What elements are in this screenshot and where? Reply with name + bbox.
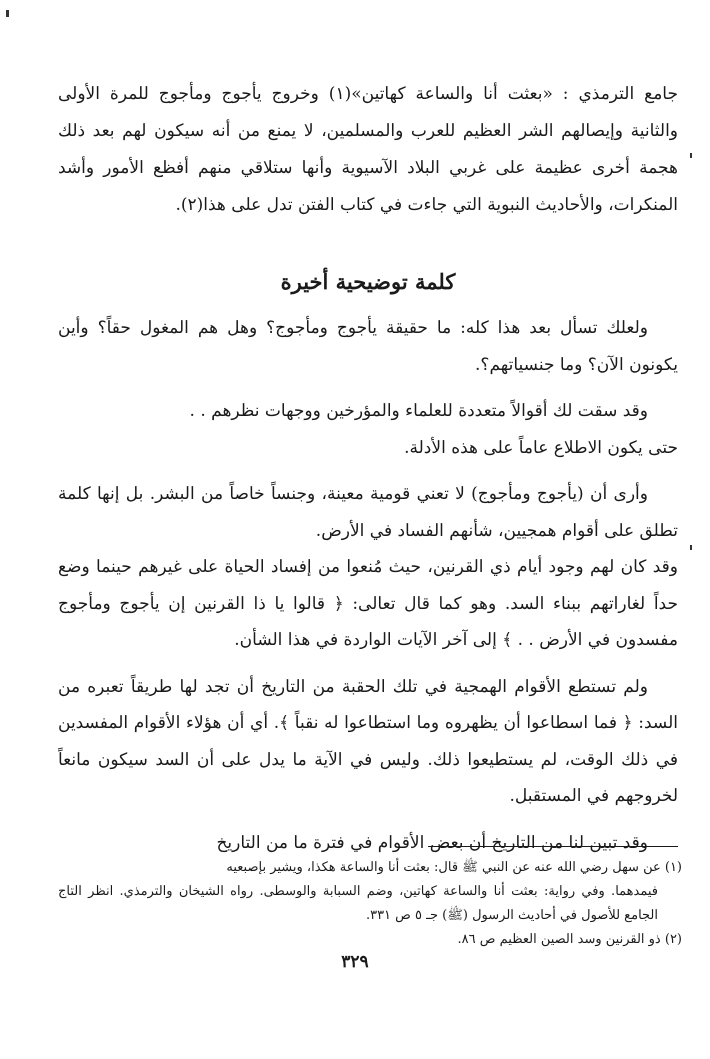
paragraph-history: وقد تبين لنا من التاريخ أن بعض الأقوام في فترة ما من التاريخ	[216, 832, 648, 853]
paragraph-barrier: ولم تستطع الأقوام الهمجية في تلك الحقبة من التاريخ أن تجد لها طريقاً تعبره من السد: ﴿ فما اسطاعوا أن يظهروه وما استطاعوا له نقباً ﴾. أي أن هؤلاء الأقوام المفسدين في ذلك الوقت، لم يستطيعوا ذلك. وليس في الآية ما يدل على أن السد سيكون مانعاً لخروجهم في المستقبل.	[58, 676, 678, 806]
paragraph-view: وأرى أن (يأجوج ومأجوج) لا تعني قومية معينة، وجنساً خاصاً من البشر. بل إنها كلمة تطلق على أقوام همجيين، شأنهم الفساد في الأرض.	[58, 484, 678, 541]
intro-paragraph: جامع الترمذي : «بعثت أنا والساعة كهاتين»(١) وخروج يأجوج ومأجوج للمرة الأولى والثانية وإيصالهم الشر العظيم للعرب والمسلمين، لا يمنع من أنه سيكون لهم بعد ذلك هجمة أخرى عظيمة على غربي البلاد الآسيوية وأنها ستلاقي منهم أفظع الأمور وأشد المنكرات، والأحاديث النبوية التي جاءت في كتاب الفتن تدل على هذا(٢).	[58, 84, 678, 215]
scan-artifact-mark	[690, 153, 692, 158]
page-number: ٣٢٩	[341, 952, 369, 972]
body-section	[58, 310, 678, 871]
footnote-1-continued: فيمدهما. وفي رواية: بعثت أنا والساعة كهاتين، وضم السبابة والوسطى. رواه الشيخان والترمذي. انظر التاج الجامع للأصول في أحاديث الرسول (ﷺ) جـ ٥ ص ٣٣١.	[58, 884, 658, 923]
footnotes	[58, 856, 682, 952]
footnote-1: (١) عن سهل رضي الله عنه عن النبي ﷺ قال: بعثت أنا والساعة هكذا، ويشير بإصبعيه	[226, 860, 682, 875]
paragraph-dhul-qarnayn: وقد كان لهم وجود أيام ذي القرنين، حيث مُنعوا من إفساد الحياة على غيرهم حينما وضع حداً لغاراتهم ببناء السد. وهو كما قال تعالى: ﴿ قالوا يا ذا القرنين إن يأجوج ومأجوج مفسدون في الأرض . . ﴾ إلى آخر الآيات الواردة في هذا الشأن.	[58, 557, 678, 650]
paragraph-question: ولعلك تسأل بعد هذا كله: ما حقيقة يأجوج ومأجوج؟ وهل هم المغول حقاً؟ وأين يكونون الآن؟ وما جنسياتهم؟.	[58, 318, 678, 375]
scan-artifact-mark	[690, 545, 692, 550]
paragraph-opinions: وقد سقت لك أقوالاً متعددة للعلماء والمؤرخين ووجهات نظرهم . .	[189, 401, 648, 421]
paragraph-opinions-continued: حتى يكون الاطلاع عاماً على هذه الأدلة.	[404, 437, 678, 458]
footnote-divider	[428, 846, 678, 847]
section-heading: كلمة توضيحية أخيرة	[280, 269, 456, 294]
footnote-2: (٢) ذو القرنين وسد الصين العظيم ص ٨٦.	[457, 932, 682, 947]
intro-section	[58, 76, 678, 234]
scan-artifact-mark	[6, 10, 9, 17]
